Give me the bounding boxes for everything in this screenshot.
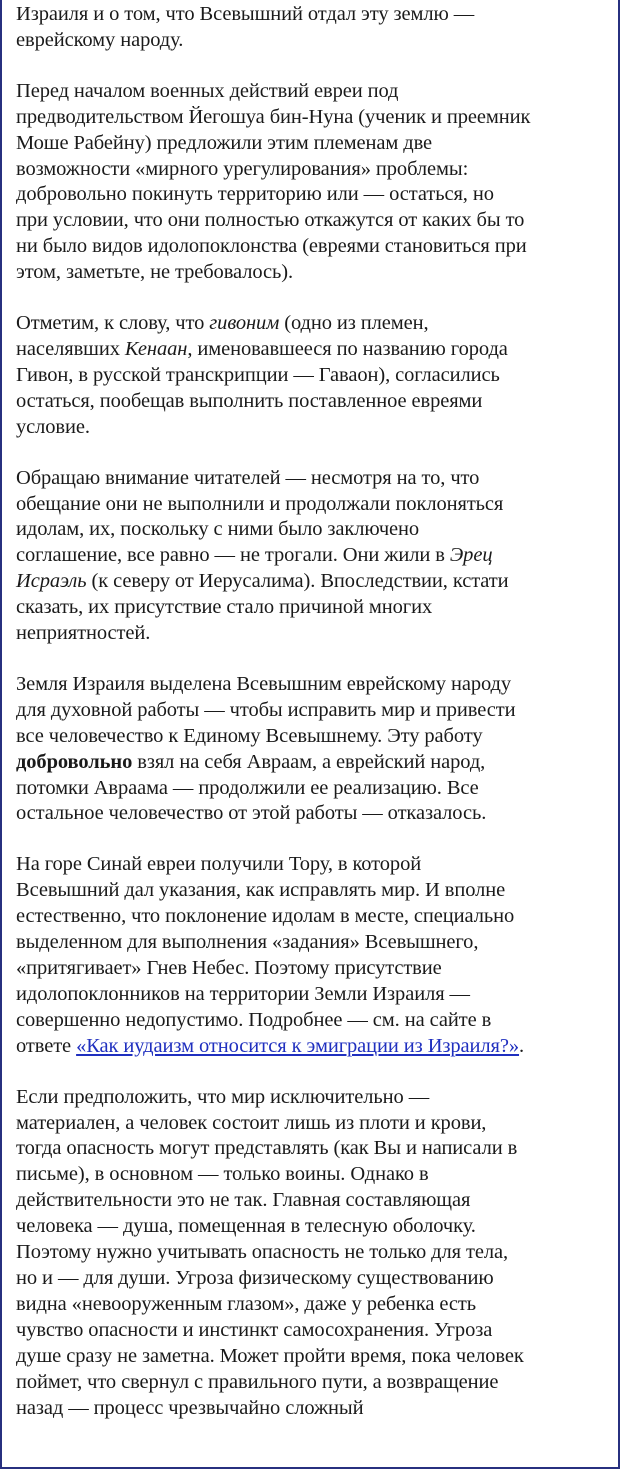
text-segment: все человечество к Единому Всевышнему. Эту работу [16,724,483,747]
text-segment: потомки Авраама — продолжили ее реализацию. Все [16,776,479,799]
text-segment: Поэтому нужно учитывать опасность не только для тела, [16,1241,508,1264]
italic-term: Исраэль [16,570,87,593]
text-segment: Всевышний дал указания, как исправлять мир. И вполне [16,879,506,902]
text-line [16,1370,610,1396]
text-line [16,878,610,904]
text-line [16,1136,610,1162]
text-line [16,182,610,208]
text-segment: остаться, пообещав выполнить поставленное евреями [16,389,483,412]
text-segment: материален, а человек состоит лишь из плоти и крови, [16,1111,487,1134]
text-segment: . [519,1034,525,1057]
text-segment: Земля Израиля выделена Всевышним еврейскому народу [16,672,512,695]
text-line [16,1111,610,1137]
italic-term: гивоним [209,312,280,335]
text-line [16,492,610,518]
text-segment: предводительством Йегошуа бин-Нуна (ученик и преемник [16,105,531,128]
text-line [16,801,610,827]
text-line [16,1214,610,1240]
text-line [16,234,610,260]
text-line [16,750,610,776]
text-segment: населявших [16,337,125,360]
text-line [16,672,610,698]
text-segment: соглашение, все равно — не трогали. Они жили в [16,544,450,567]
text-segment: назад — процесс чрезвычайно сложный [16,1396,364,1419]
text-line [16,517,610,543]
text-segment: совершенно недопустимо. Подробнее — см. на сайте в [16,1008,492,1031]
text-segment: чувство опасности и инстинкт самосохранения. Угроза [16,1318,493,1341]
text-line [16,311,610,337]
text-segment: поймет, что свернул с правильного пути, а возвращение [16,1370,499,1393]
text-line [16,956,610,982]
text-segment: обещание они не выполнили и продолжали поклоняться [16,492,504,515]
emigration-article-link[interactable]: «Как иудаизм относится к эмиграции из Израиля?» [76,1034,520,1057]
text-line [16,1344,610,1370]
bold-term: добровольно [16,750,133,773]
text-segment: идолопоклонников на территории Земли Израиля — [16,982,470,1005]
text-line [16,595,610,621]
text-line [16,982,610,1008]
text-line [16,79,610,105]
text-segment: добровольно покинуть территорию или — остаться, но [16,183,494,206]
text-line [16,724,610,750]
text-segment: Обращаю внимание читателей — несмотря на то, что [16,466,480,489]
text-line [16,904,610,930]
text-segment: , именовавшееся по названию города [187,337,508,360]
text-segment: условие. [16,415,90,438]
text-line [16,1318,610,1344]
text-line [16,1292,610,1318]
text-line [16,466,610,492]
text-line [16,337,610,363]
text-line [16,776,610,802]
text-segment: (к северу от Иерусалима). Впоследствии, кстати [86,570,509,593]
text-segment: остальное человечество от этой работы — отказалось. [16,802,487,825]
text-line [16,543,610,569]
text-segment: еврейскому народу. [16,28,184,51]
text-segment: для духовной работы — чтобы исправить мир и привести [16,698,516,721]
text-line [16,260,610,286]
text-line [16,389,610,415]
text-segment: (одно из племен, [279,312,429,335]
text-segment: Израиля и о том, что Всевышний отдал эту землю — [16,3,475,25]
text-segment: ни было видов идолопоклонства (евреями становиться при [16,235,527,258]
text-line [16,157,610,183]
text-segment: ответе [16,1034,77,1057]
text-segment: видна «невооруженным глазом», даже у ребенка есть [16,1292,476,1315]
text-segment: Гивон, в русской транскрипции — Гаваон), согласились [16,363,500,386]
text-segment: естественно, что поклонение идолам в месте, специально [16,905,515,928]
text-line [16,131,610,157]
text-segment: Перед началом военных действий евреи под [16,79,399,102]
text-line [16,569,610,595]
text-line [16,2,610,28]
text-segment: «притягивает» Гнев Небес. Поэтому присутствие [16,957,442,979]
italic-term: Кенаан [124,337,188,360]
article-paragraph [16,79,610,286]
text-segment: идолам, их, поскольку с ними было заключено [16,518,420,541]
text-line [16,105,610,131]
text-segment: выделенном для выполнения «задания» Всевышнего, [16,931,479,954]
text-line [16,1188,610,1214]
text-segment: этом, заметьте, не требовалось). [16,261,293,284]
text-segment: Отметим, к слову, что [16,312,210,335]
article-paragraph [16,466,610,647]
text-segment: душе сразу не заметна. Может пройти время, пока человек [16,1344,524,1367]
text-line [16,930,610,956]
text-segment: возможности «мирного урегулирования» проблемы: [16,157,469,180]
text-line [16,1162,610,1188]
text-segment: Если предположить, что мир исключительно — [16,1085,430,1108]
text-line [16,415,610,441]
text-segment: Моше Рабейну) предложили этим племенам две [16,131,433,154]
text-line [16,1240,610,1266]
text-line [16,852,610,878]
text-segment: человека — душа, помещенная в телесную оболочку. [16,1215,476,1238]
text-segment: письме), в основном — только воины. Однако в [16,1163,429,1186]
text-segment: тогда опасность могут представлять (как Вы и написали в [16,1137,518,1160]
article-paragraph [16,672,610,827]
article-paragraph [16,1085,610,1422]
italic-term: Эрец [449,544,493,567]
text-line [16,363,610,389]
article-body [16,2,610,1446]
text-line [16,28,610,54]
text-line [16,1008,610,1034]
text-segment: На горе Синай евреи получили Тору, в которой [16,853,422,876]
text-segment: при условии, что они полностью откажутся от каких бы то [16,209,525,232]
article-paragraph [16,852,610,1059]
text-line [16,1396,610,1422]
text-segment: неприятностей. [16,622,151,645]
text-line [16,1266,610,1292]
article-paragraph [16,311,610,441]
text-line [16,208,610,234]
article-paragraph [16,2,610,54]
text-line [16,698,610,724]
text-segment: но и — для души. Угроза физическому существованию [16,1266,494,1289]
text-segment: сказать, их присутствие стало причиной многих [16,596,433,619]
text-line [16,621,610,647]
text-line [16,1034,610,1060]
text-segment: действительности это не так. Главная составляющая [16,1189,471,1212]
text-segment: взял на себя Авраам, а еврейский народ, [132,750,486,773]
text-line [16,1085,610,1111]
